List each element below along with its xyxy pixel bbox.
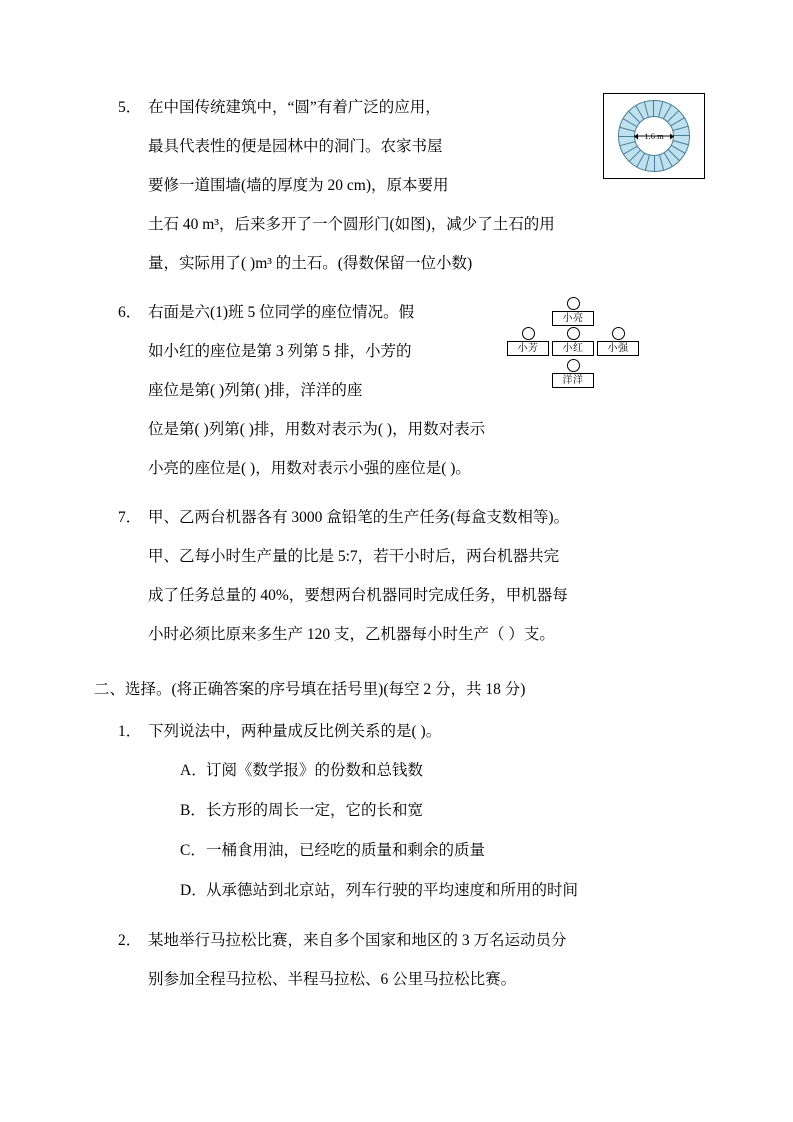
student-head-icon — [567, 359, 580, 372]
choice-b[interactable] — [118, 791, 701, 831]
student-head-icon — [567, 297, 580, 310]
seat-yangyang — [552, 359, 594, 388]
section-2-question-1-number: 1． — [118, 723, 142, 740]
choice-c[interactable] — [118, 831, 701, 871]
choice-a[interactable] — [118, 751, 701, 791]
question-6-number: 6． — [118, 304, 142, 321]
question-6-line-2: 如小红的座位是第 3 列第 5 排，小芳的 — [148, 343, 412, 360]
question-5-line-3: 要修一道围墙(墙的厚度为 20 cm)，原本要用 — [148, 177, 449, 194]
section-2-question-1 — [118, 712, 701, 911]
seat-label: 小芳 — [507, 341, 549, 356]
seat-xiaofang — [507, 327, 549, 356]
seats-figure — [507, 297, 639, 393]
seat-xiaohong — [552, 327, 594, 356]
section-2-question-1-text: 下列说法中，两种量成反比例关系的是( )。 — [148, 723, 442, 740]
question-7 — [118, 498, 701, 654]
question-6-line-5: 小亮的座位是( )，用数对表示小强的座位是( )。 — [148, 460, 471, 477]
choice-d[interactable] — [118, 871, 701, 911]
gate-diameter-label: 1.6 m — [644, 131, 664, 141]
question-6-line-3: 座位是第( )列第( )排，洋洋的座 — [148, 382, 363, 399]
choice-a-letter: A． — [180, 762, 207, 779]
question-5 — [118, 88, 701, 283]
seat-label: 洋洋 — [552, 373, 594, 388]
question-7-number: 7． — [118, 509, 142, 526]
choice-b-letter: B． — [180, 802, 206, 819]
seat-xiaoqiang — [597, 327, 639, 356]
student-head-icon — [567, 327, 580, 340]
question-7-line-1 — [118, 498, 701, 537]
section-2-question-1-stem — [118, 712, 701, 751]
section-2-question-2-line-2: 别参加全程马拉松、半程马拉松、6 公里马拉松比赛。 — [148, 971, 517, 988]
question-6-line-4: 位是第( )列第( )排，用数对表示为( )，用数对表示 — [148, 421, 486, 438]
choice-b-text: 长方形的周长一定，它的长和宽 — [206, 802, 424, 819]
question-5-number: 5． — [118, 99, 142, 116]
seat-label: 小亮 — [552, 311, 594, 326]
choice-c-letter: C． — [180, 842, 206, 859]
question-7-line-4: 小时必须比原来多生产 120 支，乙机器每小时生产（ ）支。 — [148, 626, 555, 643]
question-5-line-5: 量，实际用了( )m³ 的土石。(得数保留一位小数) — [148, 255, 473, 272]
section-2-question-2-line-1 — [118, 921, 701, 960]
section-2-question-2 — [118, 921, 701, 999]
question-5-line-4: 土石 40 m³，后来多开了一个圆形门(如图)，减少了土石的用 — [148, 216, 555, 233]
question-7-text-1: 甲、乙两台机器各有 3000 盒铅笔的生产任务(每盒支数相等)。 — [148, 509, 570, 526]
seat-label: 小红 — [552, 341, 594, 356]
question-5-text-1: 在中国传统建筑中，“圆”有着广泛的应用， — [148, 99, 441, 116]
question-6 — [118, 293, 701, 488]
student-head-icon — [522, 327, 535, 340]
question-5-line-2: 最具代表性的便是园林中的洞门。农家书屋 — [148, 138, 443, 155]
section-2-heading: 二、选择。(将正确答案的序号填在括号里)(每空 2 分，共 18 分) — [94, 681, 526, 698]
choice-a-text: 订阅《数学报》的份数和总钱数 — [206, 762, 424, 779]
choice-c-text: 一桶食用油，已经吃的质量和剩余的质量 — [206, 842, 486, 859]
seat-xiaoliang — [552, 297, 594, 326]
section-2-question-2-text-1: 某地举行马拉松比赛，来自多个国家和地区的 3 万名运动员分 — [148, 932, 567, 949]
seat-label: 小强 — [597, 341, 639, 356]
question-7-line-2: 甲、乙每小时生产量的比是 5:7，若干小时后，两台机器共完 — [148, 548, 560, 565]
circular-gate-figure — [603, 93, 705, 179]
question-7-line-3: 成了任务总量的 40%，要想两台机器同时完成任务，甲机器每 — [148, 587, 568, 604]
question-6-text-1: 右面是六(1)班 5 位同学的座位情况。假 — [148, 304, 415, 321]
choice-d-letter: D． — [180, 882, 207, 899]
student-head-icon — [612, 327, 625, 340]
section-2-question-2-number: 2． — [118, 932, 142, 949]
choice-d-text: 从承德站到北京站，列车行驶的平均速度和所用的时间 — [206, 882, 579, 899]
